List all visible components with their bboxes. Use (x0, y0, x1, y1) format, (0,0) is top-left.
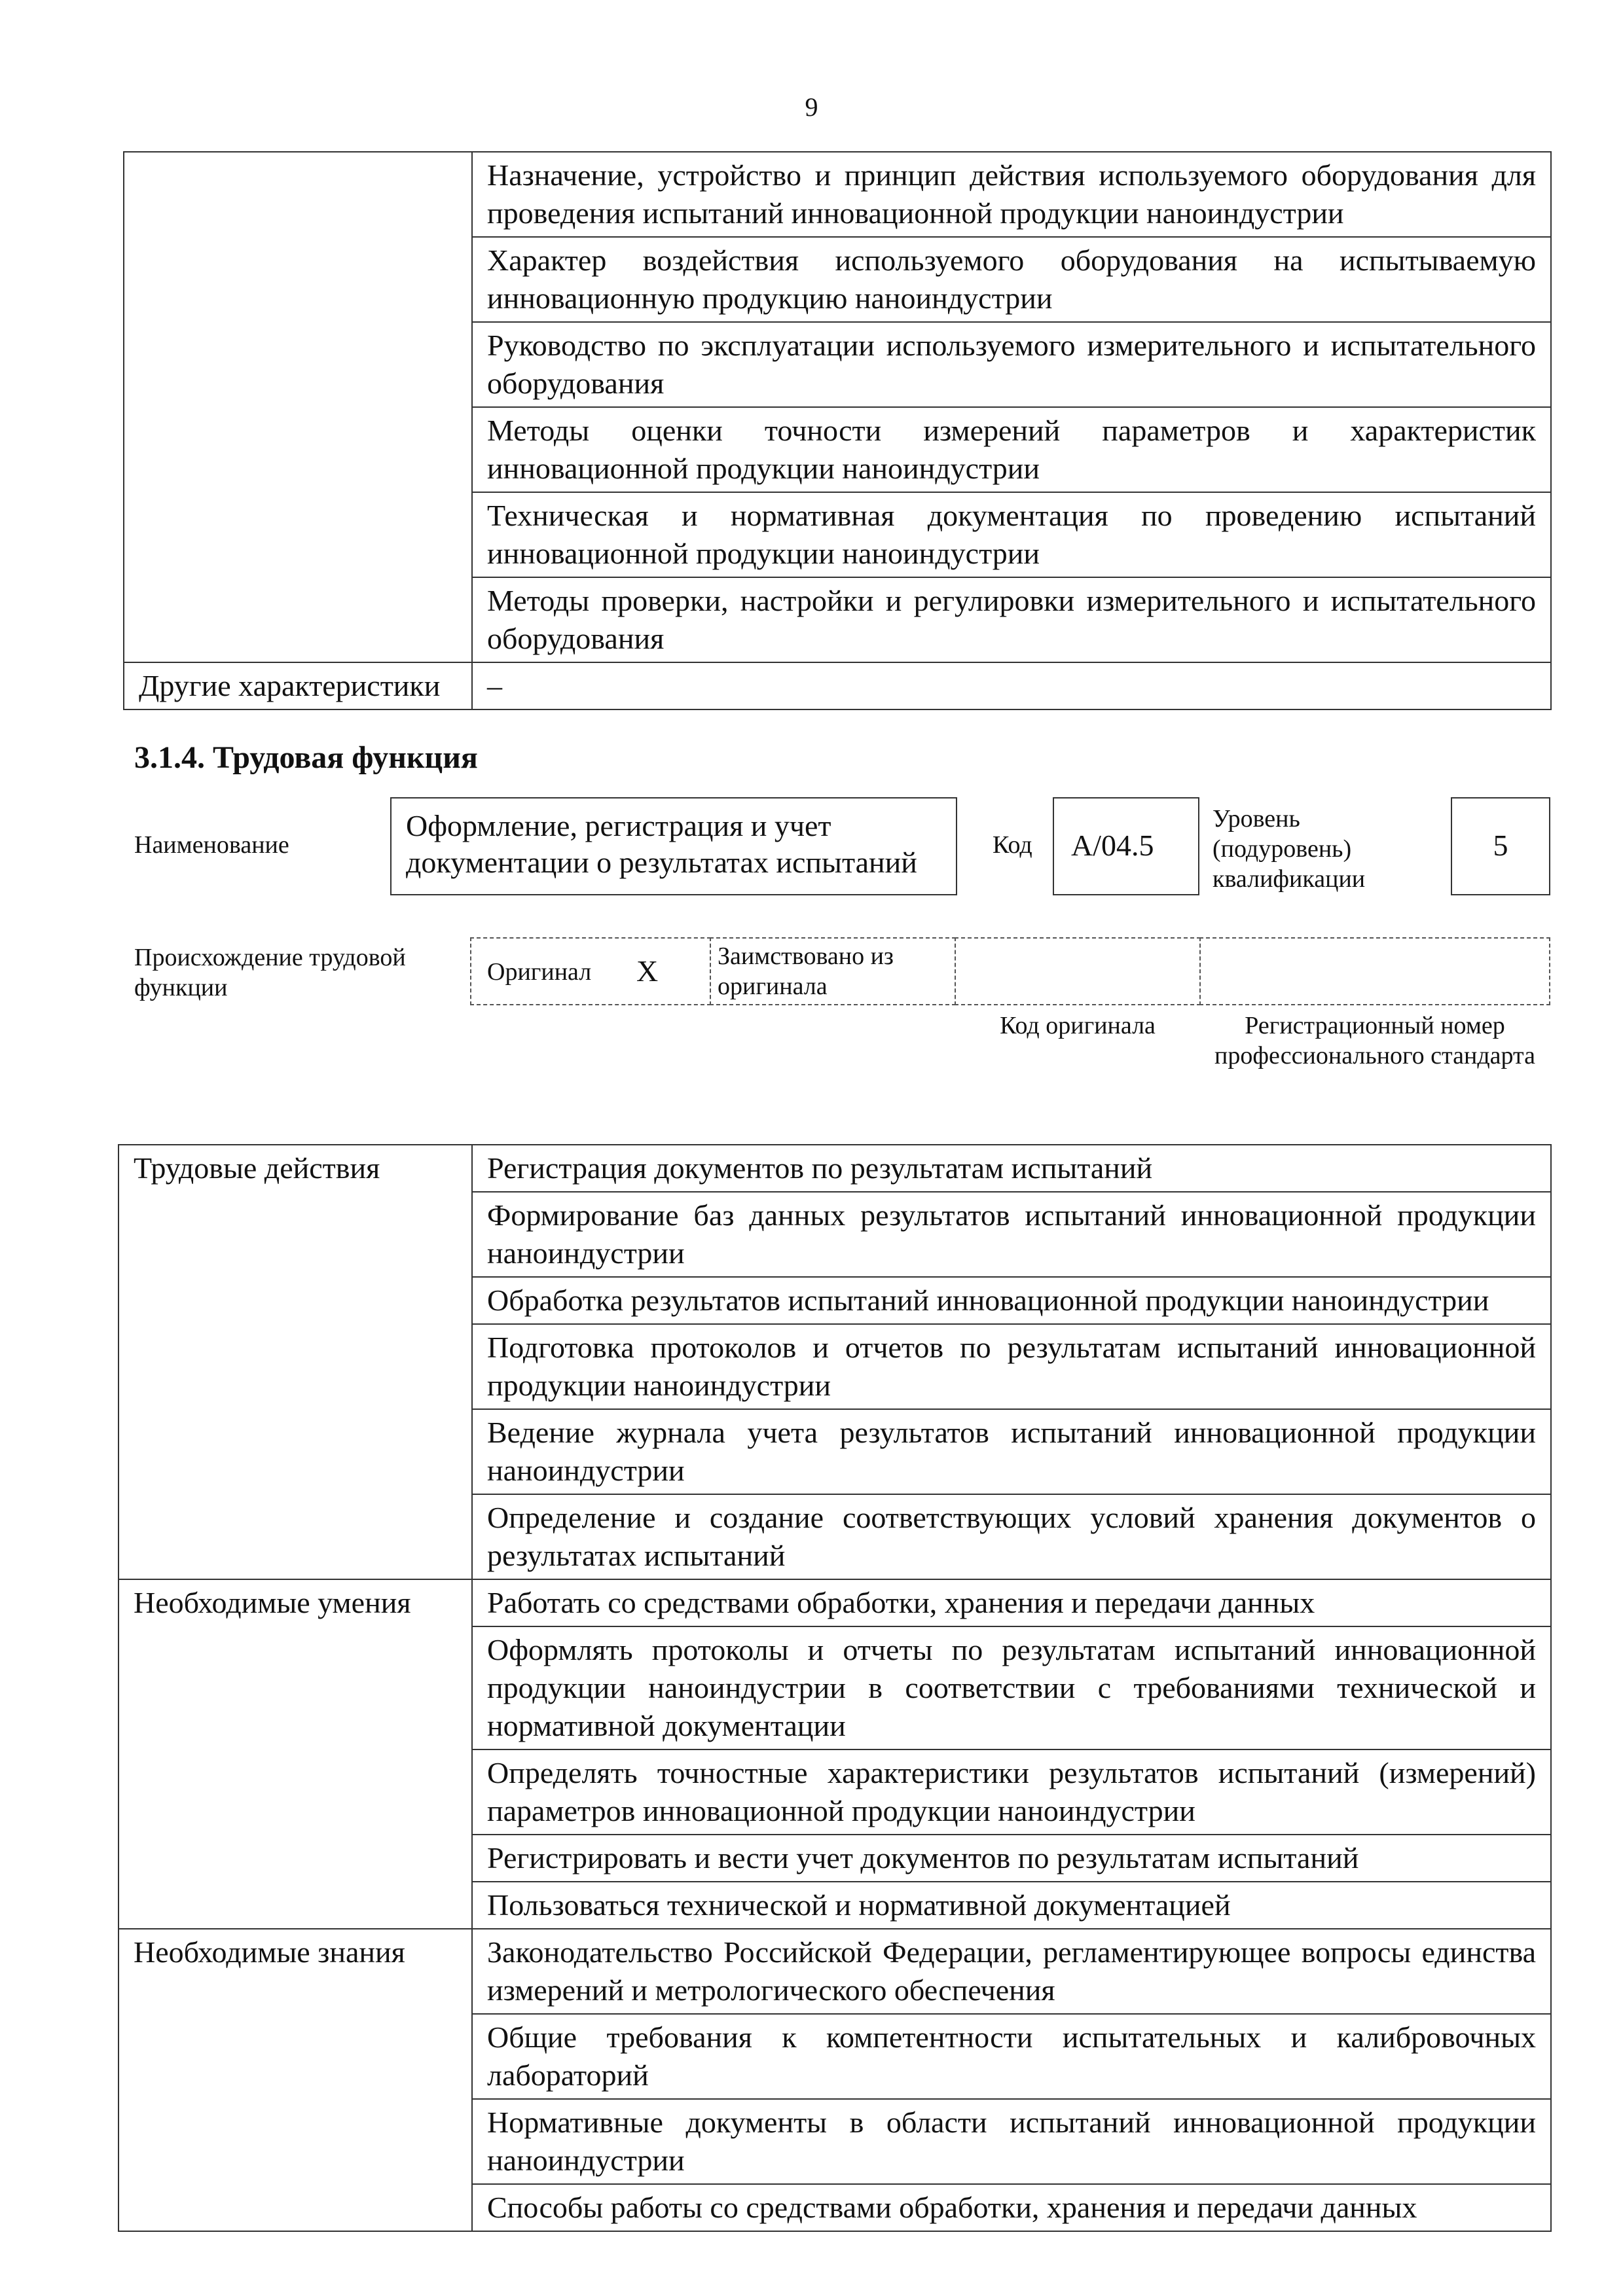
table-row (124, 152, 1551, 237)
table-cell: Регистрация документов по результатам испытаний (472, 1145, 1551, 1192)
borrowed-label: Заимствовано из оригинала (718, 942, 894, 1000)
table-cell: Оформлять протоколы и отчеты по результатам испытаний инновационной продукции наноиндустрии в соответствии с требованиями технической и нормативной документации (472, 1626, 1551, 1749)
table-cell: Ведение журнала учета результатов испытаний инновационной продукции наноиндустрии (472, 1409, 1551, 1494)
row-label: Другие характеристики (124, 662, 472, 709)
row-label: Необходимые умения (119, 1579, 472, 1929)
name-value: Оформление, регистрация и учет документации о результатах испытаний (406, 809, 917, 879)
top-requirements-table (123, 151, 1552, 710)
table-cell: – (472, 662, 1551, 709)
level-value: 5 (1493, 829, 1508, 862)
table-cell: Методы оценки точности измерений параметров и характеристик инновационной продукции наноиндустрии (472, 407, 1551, 492)
table-cell: Руководство по эксплуатации используемого измерительного и испытательного оборудования (472, 322, 1551, 407)
level-box (1451, 797, 1550, 895)
row-label: Трудовые действия (119, 1145, 472, 1579)
page-number: 9 (805, 92, 818, 122)
table-cell: Определение и создание соответствующих условий хранения документов о результатах испытаний (472, 1494, 1551, 1579)
table-cell: Общие требования к компетентности испытательных и калибровочных лабораторий (472, 2014, 1551, 2099)
original-code-cell (955, 937, 1201, 1005)
name-label: Наименование (134, 831, 289, 859)
table-cell: Законодательство Российской Федерации, регламентирующее вопросы единства измерений и метрологического обеспечения (472, 1929, 1551, 2014)
table-cell: Техническая и нормативная документация по проведению испытаний инновационной продукции наноиндустрии (472, 492, 1551, 577)
original-code-label: Код оригинала (1000, 1012, 1156, 1039)
table-cell: Формирование баз данных результатов испытаний инновационной продукции наноиндустрии (472, 1192, 1551, 1277)
original-label: Оригинал (487, 958, 592, 986)
table-cell: Обработка результатов испытаний инновационной продукции наноиндустрии (472, 1277, 1551, 1324)
table-cell: Подготовка протоколов и отчетов по результатам испытаний инновационной продукции наноиндустрии (472, 1324, 1551, 1409)
original-cell (470, 937, 711, 1005)
table-row (124, 662, 1551, 709)
section-heading: 3.1.4. Трудовая функция (134, 740, 478, 775)
table-cell: Нормативные документы в области испытаний инновационной продукции наноиндустрии (472, 2099, 1551, 2184)
origin-label: Происхождение трудовой функции (134, 944, 406, 1001)
code-box (1053, 797, 1199, 895)
code-label: Код (993, 831, 1032, 859)
table-row (119, 1579, 1551, 1626)
code-value: A/04.5 (1071, 829, 1154, 862)
table-cell: Определять точностные характеристики результатов испытаний (измерений) параметров инновационной продукции наноиндустрии (472, 1749, 1551, 1835)
table-cell: Регистрировать и вести учет документов по результатам испытаний (472, 1835, 1551, 1882)
table-cell: Работать со средствами обработки, хранения и передачи данных (472, 1579, 1551, 1626)
table-cell: Способы работы со средствами обработки, хранения и передачи данных (472, 2184, 1551, 2231)
table-cell: Пользоваться технической и нормативной документацией (472, 1882, 1551, 1929)
table-cell: Характер воздействия используемого оборудования на испытываемую инновационную продукцию наноиндустрии (472, 237, 1551, 322)
labor-function-table (118, 1144, 1552, 2232)
table-cell: Назначение, устройство и принцип действия используемого оборудования для проведения испытаний инновационной продукции наноиндустрии (472, 152, 1551, 237)
reg-number-label: Регистрационный номер профессионального стандарта (1214, 1012, 1535, 1069)
original-mark: X (636, 954, 659, 988)
table-row (119, 1145, 1551, 1192)
reg-number-cell (1199, 937, 1550, 1005)
level-label: Уровень (подуровень) квалификации (1213, 805, 1366, 893)
borrowed-cell (710, 937, 956, 1005)
table-row (119, 1929, 1551, 2014)
row-label (124, 152, 472, 662)
table-cell: Методы проверки, настройки и регулировки измерительного и испытательного оборудования (472, 577, 1551, 662)
name-box (390, 797, 957, 895)
row-label: Необходимые знания (119, 1929, 472, 2231)
